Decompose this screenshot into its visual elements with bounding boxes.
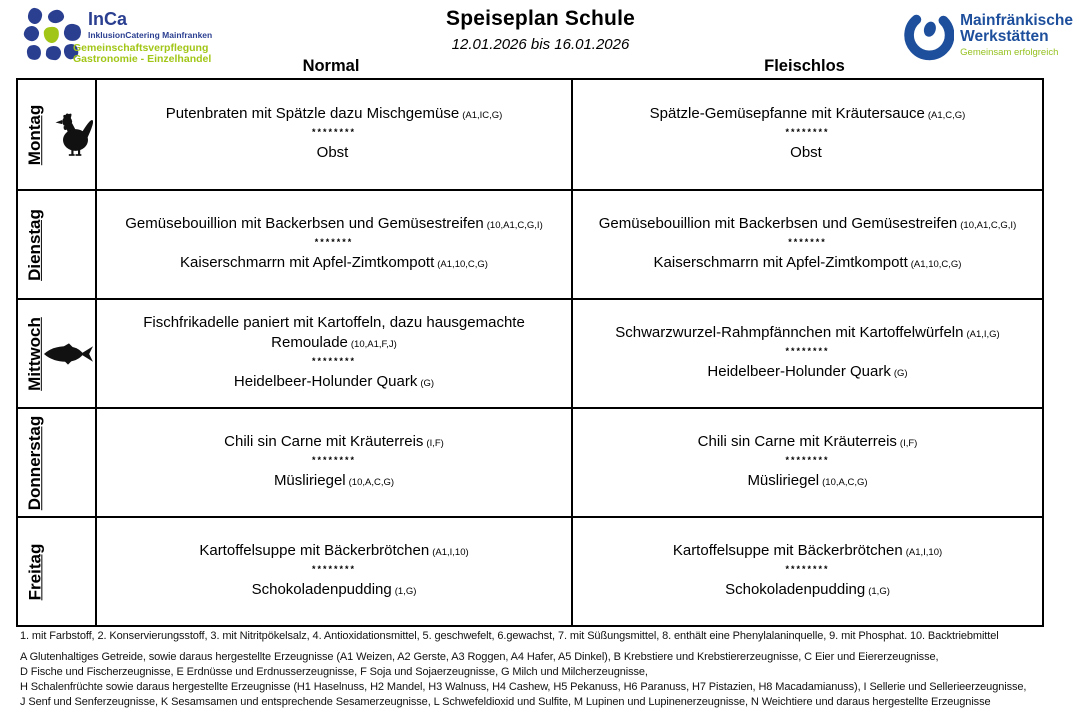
meal-name: Müsliriegel (747, 472, 820, 489)
day-label-freitag: Freitag (25, 543, 44, 600)
meal-name: Kartoffelsuppe mit Bäckerbrötchen (672, 542, 903, 559)
allergen-code: (A1,I,10) (905, 547, 943, 558)
day-cell-dienstag (18, 189, 95, 298)
meal-cell-dienstag-fleischlos (571, 189, 1042, 298)
meal-name: Heidelbeer-Holunder Quark (707, 363, 891, 380)
separator-stars: ******** (311, 356, 357, 366)
day-label-dienstag: Dienstag (25, 208, 45, 281)
allergen-code: (10,A,C,G) (822, 477, 868, 488)
separator-stars: ******** (785, 127, 830, 137)
meal-cell-montag-fleischlos (571, 80, 1042, 189)
menu-table (16, 78, 1044, 627)
meal-cell-donnerstag-fleischlos (571, 407, 1042, 516)
meal-name: Schokoladenpudding (251, 581, 392, 598)
allergen-code: (G) (420, 378, 435, 389)
day-cell-mittwoch (18, 298, 95, 407)
separator-stars: ******** (311, 564, 357, 574)
meal-name: Chili sin Carne mit Kräuterreis (697, 433, 897, 450)
column-header-fleischlos: Fleischlos (764, 57, 845, 75)
footnote-additives: 1. mit Farbstoff, 2. Konservierungsstoff, 3. mit Nitritpökelsalz, 4. Antioxidationsmittel, 5. geschwefelt, 6.gewachst, 7. mit Süßungsmittel, 8. enthält eine Phenylalaninquelle, 9. mit Phosphat. 10. Backtriebmittel (20, 630, 999, 642)
day-label-donnerstag: Donnerstag (25, 415, 44, 510)
meal-name: Heidelbeer-Holunder Quark (233, 373, 418, 390)
allergen-code: (1,G) (394, 586, 417, 597)
footnote-allergens-3: H Schalenfrüchte sowie daraus hergestellte Erzeugnisse (H1 Haselnuss, H2 Mandel, H3 Walnuss, H4 Cashew, H5 Pekanuss, H6 Paranuss, H7 Pistazien, H8 Macadamianuss), I Sellerie und Sellerieerzeugnisse, (20, 681, 1027, 693)
day-cell-montag (18, 80, 95, 189)
allergen-code: (10,A1,C,G,I) (960, 220, 1017, 231)
mfw-logo-icon (900, 8, 954, 62)
allergen-code: (A1,10,C,G) (437, 259, 488, 270)
separator-stars: ******** (785, 455, 830, 465)
meal-name: Chili sin Carne mit Kräuterreis (224, 433, 424, 450)
meal-name: Gemüsebouillion mit Backerbsen und Gemüsestreifen (598, 215, 958, 232)
meal-name: Putenbraten mit Spätzle dazu Mischgemüse (165, 105, 460, 122)
day-cell-donnerstag (18, 407, 95, 516)
meal-name: Spätzle-Gemüsepfanne mit Kräutersauce (649, 105, 925, 122)
page-title: Speiseplan Schule (446, 7, 635, 30)
allergen-code: (A1,IC,G) (462, 110, 503, 121)
chicken-icon (53, 112, 93, 158)
meal-name: Kaiserschmarrn mit Apfel-Zimtkompott (653, 254, 908, 271)
allergen-code: (I,F) (899, 438, 918, 449)
allergen-code: (I,F) (426, 438, 444, 449)
meal-name: Schwarzwurzel-Rahmpfännchen mit Kartoffelwürfeln (615, 324, 964, 341)
footnote-allergens-1: A Glutenhaltiges Getreide, sowie daraus hergestellte Erzeugnisse (A1 Weizen, A2 Gerste, A3 Roggen, A4 Hafer, A5 Dinkel), B Krebstiere und Krebstiererzeugnisse, C Eier und Eiererzeugnisse, (20, 651, 939, 663)
allergen-code: (10,A,C,G) (348, 477, 395, 488)
meal-name: Kartoffelsuppe mit Bäckerbrötchen (199, 542, 430, 559)
day-label-mittwoch: Mittwoch (25, 316, 44, 391)
day-cell-freitag (18, 516, 95, 625)
meal-cell-mittwoch-normal (95, 298, 571, 407)
meal-name: Schokoladenpudding (725, 581, 866, 598)
meal-cell-donnerstag-normal (95, 407, 571, 516)
separator-stars: ******** (785, 564, 830, 574)
allergen-code: (A1,C,G) (927, 110, 966, 121)
mfw-logo-line1: Mainfränkische (960, 11, 1073, 29)
column-header-normal: Normal (302, 57, 360, 75)
allergen-code: (A1,I,G) (966, 329, 1000, 340)
separator-stars: ******** (311, 127, 357, 137)
date-range: 12.01.2026 bis 16.01.2026 (451, 36, 630, 53)
allergen-code: (A1,10,C,G) (910, 259, 962, 270)
meal-cell-mittwoch-fleischlos (571, 298, 1042, 407)
mfw-logo-line2: Werkstätten (960, 27, 1049, 45)
inca-logo-line2: Gastronomie - Einzelhandel (73, 53, 212, 65)
allergen-code: (G) (893, 368, 908, 379)
mfw-logo (900, 8, 1073, 62)
inca-logo-line1: Gemeinschaftsverpflegung (73, 42, 209, 54)
meal-cell-freitag-normal (95, 516, 571, 625)
meal-cell-montag-normal (95, 80, 571, 189)
meal-name: Obst (790, 144, 822, 161)
meal-name: Gemüsebouillion mit Backerbsen und Gemüsestreifen (125, 215, 484, 232)
allergen-code: (10,A1,C,G,I) (486, 220, 543, 231)
separator-stars: ******** (311, 455, 357, 465)
separator-stars: ******* (788, 237, 827, 247)
fish-icon (43, 343, 93, 365)
separator-stars: ******* (314, 237, 354, 247)
meal-name: Kaiserschmarrn mit Apfel-Zimtkompott (180, 254, 435, 271)
footnotes (20, 629, 1026, 710)
footnote-allergens-2: D Fische und Fischerzeugnisse, E Erdnüsse und Erdnusserzeugnisse, F Soja und Sojaerzeugnisse, G Milch und Milcherzeugnisse, (20, 666, 648, 678)
meal-cell-dienstag-normal (95, 189, 571, 298)
inca-logo-name: InCa (88, 9, 128, 29)
inca-logo-subtitle: InklusionCatering Mainfranken (88, 30, 213, 40)
allergen-code: (A1,I,10) (432, 547, 469, 558)
mfw-logo-tagline: Gemeinsam erfolgreich (960, 46, 1059, 58)
meal-name: Müsliriegel (273, 472, 346, 489)
meal-cell-freitag-fleischlos (571, 516, 1042, 625)
meal-name: Obst (316, 144, 349, 161)
allergen-code: (1,G) (868, 586, 890, 597)
allergen-code: (10,A1,F,J) (350, 339, 397, 350)
day-label-montag: Montag (25, 104, 44, 165)
meal-name: Fischfrikadelle paniert mit Kartoffeln, dazu hausgemachte Remoulade (143, 314, 525, 351)
separator-stars: ******** (785, 346, 830, 356)
footnote-allergens-4: J Senf und Senferzeugnisse, K Sesamsamen und entsprechende Sesamerzeugnisse, L Schwefeldioxid und Sulfite, M Lupinen und Lupinenerzeugnisse, N Weichtiere und daraus hergestellte Erzeugnisse (20, 696, 991, 708)
